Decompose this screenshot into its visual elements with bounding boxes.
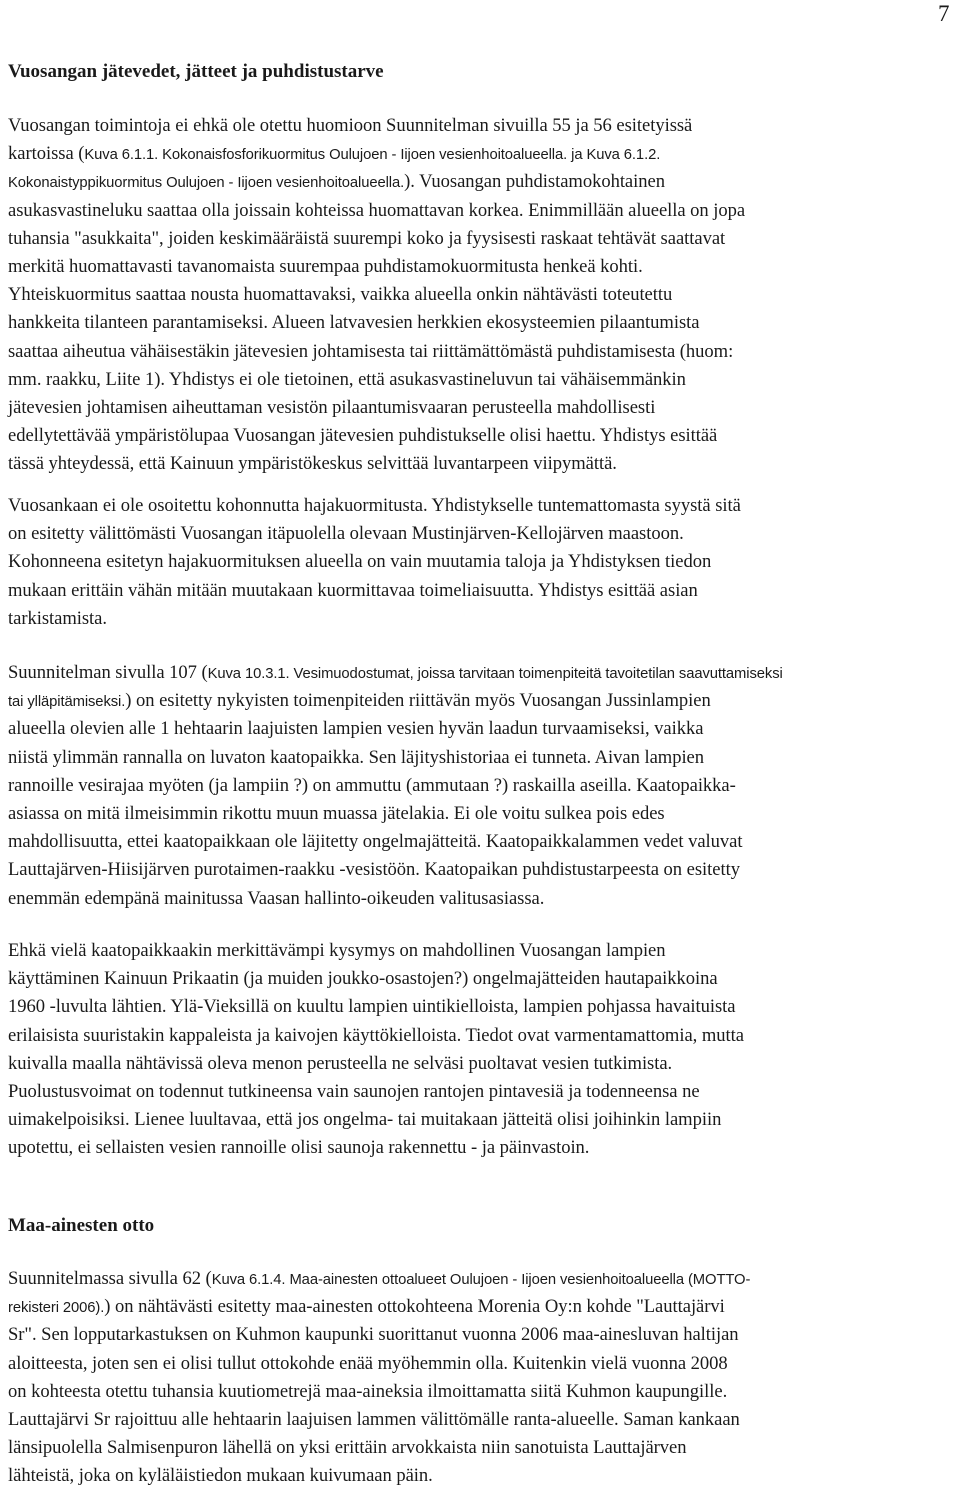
text-line: [8, 800, 954, 828]
text-line: [8, 253, 954, 281]
body-text: Vuosankaan ei ole osoitettu kohonnutta hajakuormitusta. Yhdistykselle tuntemattomasta syystä sitä: [8, 495, 741, 516]
text-line: [8, 687, 954, 715]
text-line: [8, 1350, 954, 1378]
body-text: tuhansia "asukkaita", joiden keskimääräistä suurempi koko ja fyysisesti raskaat tehtävät saattavat: [8, 227, 726, 249]
body-text: erilaisista suuristakin kappaleista ja kaivojen käyttökielloista. Tiedot ovat varmentamattomia, mutta: [8, 1024, 744, 1046]
body-text: Lauttajärvi Sr rajoittuu alle hehtaarin laajuisen lammen välittömälle ranta-alueelle. Saman kankaan: [8, 1408, 740, 1430]
text-line: [8, 1321, 954, 1349]
body-text: aloitteesta, joten sen ei olisi tullut ottokohde enää myöhemmin olla. Kuitenkin vielä vuonna 2008: [8, 1352, 728, 1374]
text-line: [8, 715, 954, 743]
paragraph-soil-extraction: [8, 1265, 954, 1491]
body-text: hankkeita tilanteen parantamiseksi. Alueen latvavesien herkkien ekosysteemien pilaantumista: [8, 312, 700, 334]
text-line: [8, 885, 954, 913]
text-line: [8, 1293, 954, 1321]
text-line: [8, 422, 954, 450]
text-line: [8, 1265, 954, 1293]
text-line: [8, 1050, 954, 1078]
text-line: [8, 520, 954, 548]
text-line: [8, 1434, 954, 1462]
paragraph-diffuse-load: [8, 492, 954, 633]
body-text: Suunnitelman sivulla 107 (: [8, 662, 208, 683]
text-line: [8, 937, 954, 965]
body-text: alueella olevien alle 1 hehtaarin laajuisten lampien vesien hyvän laadun turvaamiseksi, vaikka: [8, 718, 704, 740]
body-text: Sr". Sen lopputarkastuksen on Kuhmon kaupunki suorittanut vuonna 2006 maa-ainesluvan haltijan: [8, 1324, 739, 1346]
text-line: [8, 281, 954, 309]
text-line: [8, 225, 954, 253]
figure-reference-text: Kuva 10.3.1. Vesimuodostumat, joissa tarvitaan toimenpiteitä tavoitetilan saavuttamiseksi: [207, 666, 783, 682]
text-line: [8, 744, 954, 772]
text-line: [8, 856, 954, 884]
text-line: [8, 338, 954, 366]
figure-reference-text: tai ylläpitämiseksi.: [8, 694, 126, 711]
text-line: [8, 993, 954, 1021]
body-text: on kohteesta otettu tuhansia kuutiometrejä maa-aineksia ilmoittamatta siitä Kuhmon kaupungille.: [8, 1380, 728, 1402]
text-line: [8, 577, 954, 605]
body-text: 1960 -luvulta lähtien. Ylä-Vieksillä on kuultu lampien uintikielloista, lampien pohjassa havaituista: [8, 996, 736, 1018]
paragraph-military-waste: [8, 937, 954, 1163]
body-text: ) on esitetty nykyisten toimenpiteiden riittävän myös Vuosangan Jussinlampien: [125, 690, 711, 712]
body-text: ). Vuosangan puhdistamokohtainen: [404, 171, 665, 193]
body-text: asukasvastineluku saattaa olla joissain kohteissa huomattavan korkea. Enimmillään alueella on jopa: [8, 199, 746, 221]
body-text: asiassa on mitä ilmeisimmin rikottu muun muassa jätelakia. Ei ole voitu sulkea pois edes: [8, 802, 665, 824]
body-text: mahdollisuutta, ettei kaatopaikkaan ole läjitetty ongelmajätteitä. Kaatopaikkalammen vedet valuvat: [8, 831, 743, 853]
body-text: länsipuolella Salmisenpuron lähellä on yksi erittäin arvokkaista niin sanotuista Lauttajärven: [8, 1437, 687, 1459]
body-text: tarkistamista.: [8, 607, 107, 629]
body-text: Kohonneena esitetyn hajakuormituksen alueella on vain muutamia taloja ja Yhdistyksen tiedon: [8, 551, 712, 573]
text-line: [8, 548, 954, 576]
body-text: merkitä huomattavasti tavanomaista suurempaa puhdistamokuormitusta henkeä kohti.: [8, 255, 643, 277]
body-text: saattaa aiheutua vähäisestäkin jätevesien johtamisesta tai riittämättömästä puhdistamisesta (huom:: [8, 340, 734, 362]
figure-reference-text: Kuva 6.1.1. Kokonaisfosforikuormitus Oulujoen - Iijoen vesienhoitoalueella. ja Kuva 6.1.2.: [84, 147, 661, 164]
body-text: uimakelpoisiksi. Lienee luultavaa, että jos ongelma- tai muitakaan jätteitä olisi joihinkin lampiin: [8, 1109, 722, 1131]
text-line: [8, 1022, 954, 1050]
body-text: mm. raakku, Liite 1). Yhdistys ei ole tietoinen, että asukasvastineluvun tai vähäisemmänkin: [8, 368, 686, 390]
text-line: [8, 828, 954, 856]
body-text: Yhteiskuormitus saattaa nousta huomattavaksi, vaikka alueella onkin nähtävästi toteutettu: [8, 284, 673, 306]
text-line: [8, 450, 954, 478]
paragraph-wastewater: [8, 112, 954, 478]
text-line: [8, 605, 954, 633]
text-line: [8, 112, 954, 140]
figure-reference-text: Kuva 6.1.4. Maa-ainesten ottoalueet Oulujoen - Iijoen vesienhoitoalueella (MOTTO-: [211, 1272, 751, 1288]
text-line: [8, 965, 954, 993]
body-text: upotettu, ei sellaisten vesien rannoille olisi saunoja rakennettu - ja päinvastoin.: [8, 1137, 590, 1159]
body-text: lähteistä, joka on kyläläistiedon mukaan kuivumaan päin.: [8, 1465, 433, 1487]
body-text: Suunnitelmassa sivulla 62 (: [8, 1268, 212, 1289]
body-text: käyttäminen Kainuun Prikaatin (ja muiden joukko-osastojen?) ongelmajätteiden hautapaikkoina: [8, 968, 718, 990]
body-text: Ehkä vielä kaatopaikkaakin merkittävämpi kysymys on mahdollinen Vuosangan lampien: [8, 940, 666, 961]
body-text: kuivalla maalla nähtävissä oleva menon perusteella ne selväsi puoltavat vesien tutkimista.: [8, 1052, 673, 1074]
body-text: edellytettävää ympäristölupaa Vuosangan jätevesien puhdistukselle olisi haettu. Yhdistys esittää: [8, 425, 718, 447]
text-line: [8, 366, 954, 394]
page-number: 7: [938, 1, 950, 26]
figure-reference-text: rekisteri 2006).: [8, 1300, 105, 1317]
body-text: enemmän edempänä mainitussa Vaasan hallinto-oikeuden valitusasiassa.: [8, 887, 545, 909]
figure-reference-text: Kokonaistyppikuormitus Oulujoen - Iijoen vesienhoitoalueella.: [8, 175, 405, 192]
body-text: mukaan erittäin vähän mitään muutakaan kuormittavaa toimeliaisuutta. Yhdistys esittää asian: [8, 579, 698, 601]
body-text: Lauttajärven-Hiisijärven purotaimen-raakku -vesistöön. Kaatopaikan puhdistustarpeesta on esitetty: [8, 859, 740, 881]
body-text: Puolustusvoimat on todennut tutkineensa vain saunojen rantojen pintavesiä ja todenneensa ne: [8, 1080, 700, 1102]
text-line: [8, 1406, 954, 1434]
text-line: [8, 1378, 954, 1406]
text-line: [8, 1462, 954, 1490]
text-line: [8, 309, 954, 337]
body-text: rannoille vesirajaa myöten (ja lampiin ?) on ammuttu (ammutaan ?) raskailla aseilla. Kaatopaikka-: [8, 774, 736, 796]
text-line: [8, 1134, 954, 1162]
text-line: [8, 168, 954, 196]
body-text: kartoissa (: [8, 143, 85, 165]
section-heading-soil-extraction: Maa-ainesten otto: [8, 1215, 155, 1236]
text-line: [8, 394, 954, 422]
text-line: [8, 140, 954, 168]
text-line: [8, 659, 954, 687]
text-line: [8, 772, 954, 800]
body-text: niistä ylimmän rannalla on luvaton kaatopaikka. Sen läjityshistoriaa ei tunneta. Aivan lampien: [8, 746, 705, 768]
body-text: on esitetty välittömästi Vuosangan itäpuolella olevaan Mustinjärven-Kellojärven maastoon.: [8, 523, 684, 545]
body-text: jätevesien johtamisen aiheuttaman vesistön pilaantumisvaaran perusteella mahdollisesti: [8, 396, 656, 418]
body-text: ) on nähtävästi esitetty maa-ainesten ottokohteena Morenia Oy:n kohde "Lauttajärvi: [104, 1296, 725, 1318]
text-line: [8, 197, 954, 225]
body-text: Vuosangan toimintoja ei ehkä ole otettu huomioon Suunnitelman sivuilla 55 ja 56 esitetyissä: [8, 115, 693, 136]
text-line: [8, 1106, 954, 1134]
body-text: tässä yhteydessä, että Kainuun ympäristökeskus selvittää luvantarpeen viipymättä.: [8, 453, 617, 475]
section-heading-wastewater: Vuosangan jätevedet, jätteet ja puhdistustarve: [8, 61, 384, 82]
paragraph-landfill: [8, 659, 954, 913]
text-line: [8, 1078, 954, 1106]
text-line: [8, 492, 954, 520]
